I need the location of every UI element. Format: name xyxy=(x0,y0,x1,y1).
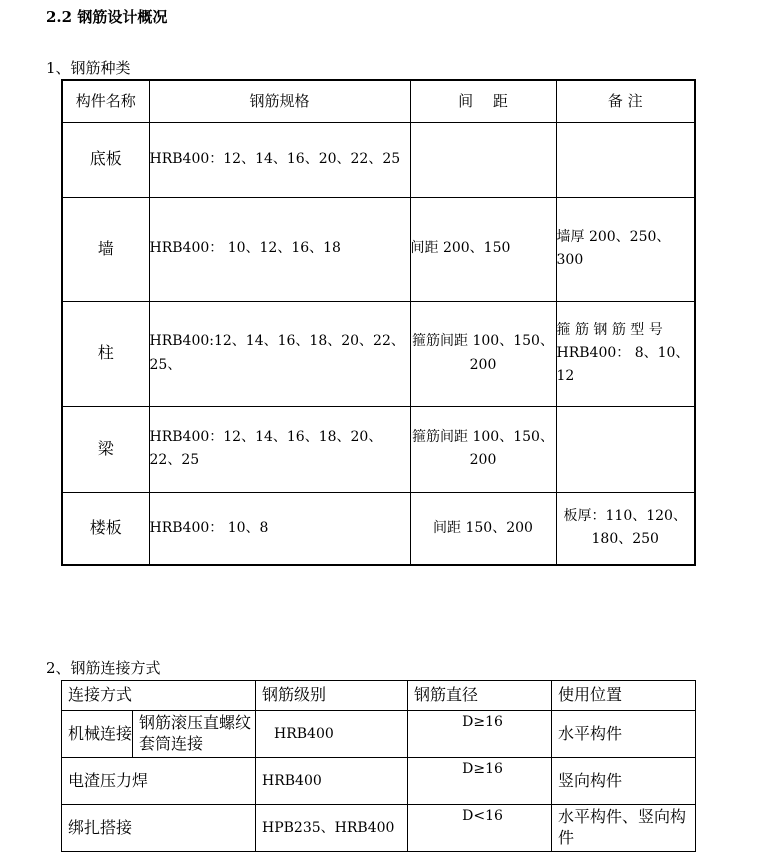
component-name: 墙 xyxy=(62,197,149,301)
header-rebar-diameter: 钢筋直径 xyxy=(408,681,552,711)
remark xyxy=(556,122,695,197)
connection-method-detail: 钢筋滚压直螺纹套筒连接 xyxy=(133,711,256,758)
rebar-spec: HRB400:12、14、16、18、20、22、25、 xyxy=(149,301,410,406)
rebar-connection-table xyxy=(61,680,696,852)
spacing: 箍筋间距 100、150、200 xyxy=(410,406,556,492)
table-row xyxy=(62,301,695,406)
connection-method: 机械连接 xyxy=(62,711,133,758)
subsection-title-connection-methods: 2、钢筋连接方式 xyxy=(46,659,161,677)
usage-position: 水平构件、竖向构件 xyxy=(552,805,696,852)
component-name: 楼板 xyxy=(62,492,149,565)
spacing: 间距 150、200 xyxy=(410,492,556,565)
table-row xyxy=(62,805,696,852)
remark xyxy=(556,406,695,492)
connection-method: 电渣压力焊 xyxy=(62,758,256,805)
table-header-row xyxy=(62,80,695,122)
header-rebar-spec: 钢筋规格 xyxy=(149,80,410,122)
table-row xyxy=(62,197,695,301)
table-row xyxy=(62,122,695,197)
table-row xyxy=(62,758,696,805)
header-usage-position: 使用位置 xyxy=(552,681,696,711)
section-title: 2.2 钢筋设计概况 xyxy=(46,8,168,26)
table-row xyxy=(62,406,695,492)
table-row xyxy=(62,711,696,758)
rebar-spec: HRB400：12、14、16、20、22、25 xyxy=(149,122,410,197)
rebar-diameter: D<16 xyxy=(408,805,552,852)
remark: 箍 筋 钢 筋 型 号 HRB400： 8、10、12 xyxy=(556,301,695,406)
rebar-grade: HPB235、HRB400 xyxy=(256,805,408,852)
connection-method: 绑扎搭接 xyxy=(62,805,256,852)
component-name: 梁 xyxy=(62,406,149,492)
table-header-row xyxy=(62,681,696,711)
rebar-grade: HRB400 xyxy=(256,758,408,805)
header-spacing: 间 距 xyxy=(410,80,556,122)
header-remark: 备 注 xyxy=(556,80,695,122)
rebar-diameter: D≥16 xyxy=(408,711,552,758)
rebar-grade: HRB400 xyxy=(256,711,408,758)
subsection-title-rebar-types: 1、钢筋种类 xyxy=(46,59,131,77)
usage-position: 水平构件 xyxy=(552,711,696,758)
header-component-name: 构件名称 xyxy=(62,80,149,122)
rebar-types-table xyxy=(61,79,696,566)
rebar-diameter: D≥16 xyxy=(408,758,552,805)
component-name: 柱 xyxy=(62,301,149,406)
usage-position: 竖向构件 xyxy=(552,758,696,805)
component-name: 底板 xyxy=(62,122,149,197)
table-row xyxy=(62,492,695,565)
rebar-spec: HRB400： 10、8 xyxy=(149,492,410,565)
header-connection-method: 连接方式 xyxy=(62,681,256,711)
spacing: 箍筋间距 100、150、200 xyxy=(410,301,556,406)
rebar-spec: HRB400： 10、12、16、18 xyxy=(149,197,410,301)
header-rebar-grade: 钢筋级别 xyxy=(256,681,408,711)
rebar-spec: HRB400：12、14、16、18、20、22、25 xyxy=(149,406,410,492)
remark: 板厚：110、120、180、250 xyxy=(556,492,695,565)
remark: 墙厚 200、250、300 xyxy=(556,197,695,301)
spacing xyxy=(410,122,556,197)
spacing: 间距 200、150 xyxy=(410,197,556,301)
